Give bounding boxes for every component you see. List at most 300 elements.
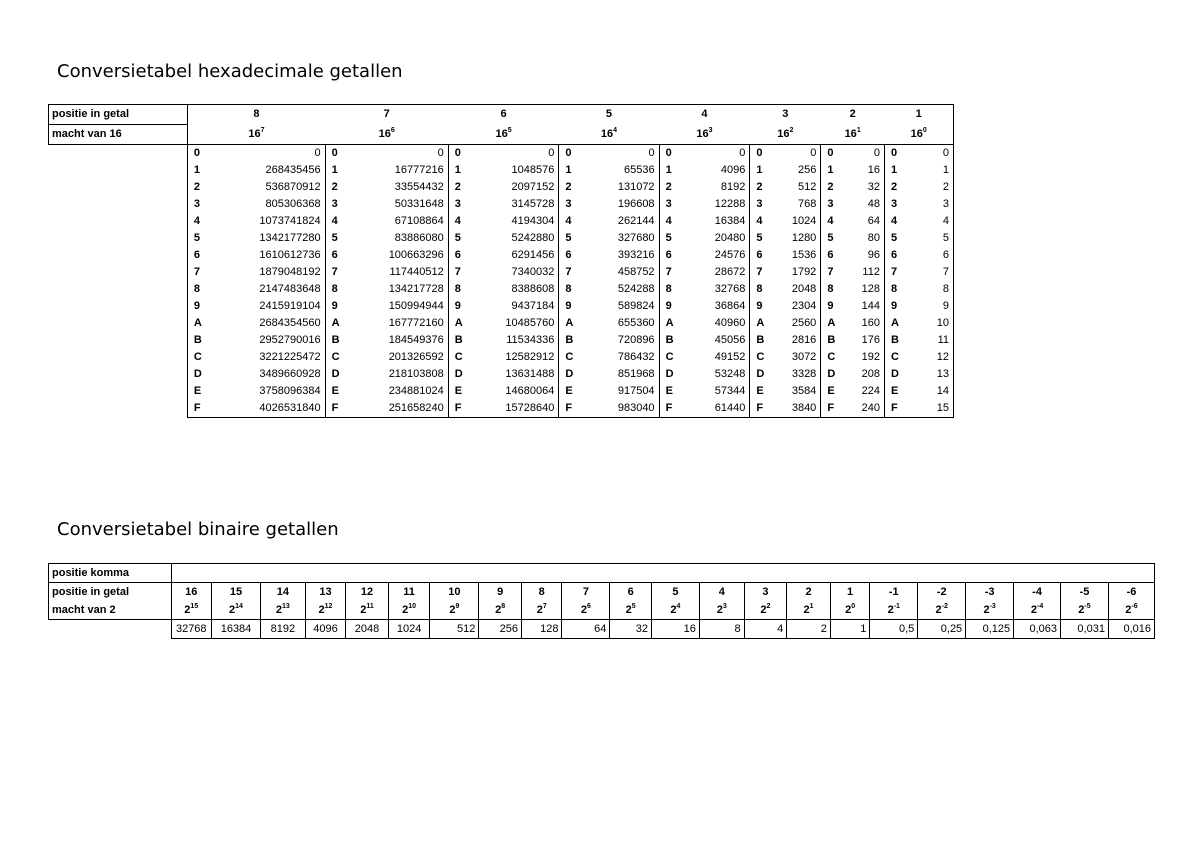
hex-digit-cell: 9: [187, 298, 204, 315]
hex-table-title: Conversietabel hexadecimale getallen: [57, 61, 403, 82]
hex-digit-cell: A: [750, 315, 767, 332]
power-base: 2: [495, 604, 502, 616]
hex-position-row: [49, 105, 954, 125]
binary-value-cell: 4: [744, 620, 787, 639]
hex-digit-cell: F: [559, 400, 576, 418]
hex-power-1: [821, 125, 885, 145]
hex-value-cell: 16: [838, 162, 885, 179]
hex-digit-cell: F: [448, 400, 465, 418]
hex-digit-cell: B: [821, 332, 838, 349]
hex-digit-cell: 4: [448, 213, 465, 230]
hex-value-cell: 184549376: [342, 332, 448, 349]
binary-position-11: 11: [388, 583, 430, 602]
binary-value-cell: 4096: [305, 620, 345, 639]
hex-value-cell: 2304: [767, 298, 821, 315]
hex-value-cell: 0: [676, 145, 750, 163]
hex-digit-cell: C: [821, 349, 838, 366]
hex-row-A: [49, 315, 954, 332]
binary-power-5: [610, 601, 652, 620]
hex-value-cell: 45056: [676, 332, 750, 349]
hex-value-cell: 128: [838, 281, 885, 298]
binary-conversion-table: [48, 563, 1155, 639]
hex-value-cell: 196608: [576, 196, 660, 213]
power-exponent: 8: [501, 603, 506, 610]
binary-power-14: [212, 601, 261, 620]
hex-digit-cell: 2: [448, 179, 465, 196]
hex-value-cell: 8192: [676, 179, 750, 196]
binary-value-cell: 16: [651, 620, 699, 639]
hex-digit-cell: 5: [325, 230, 342, 247]
hex-value-cell: 655360: [576, 315, 660, 332]
binary-table-title: Conversietabel binaire getallen: [57, 519, 339, 540]
power-base: 2: [184, 604, 191, 616]
hex-digit-cell: D: [325, 366, 342, 383]
hex-value-cell: 10485760: [465, 315, 559, 332]
hex-value-cell: 67108864: [342, 213, 448, 230]
hex-value-cell: 536870912: [204, 179, 325, 196]
hex-value-cell: 16777216: [342, 162, 448, 179]
hex-digit-cell: 7: [559, 264, 576, 281]
hex-value-cell: 15728640: [465, 400, 559, 418]
binary-power-15: [171, 601, 211, 620]
hex-digit-cell: D: [750, 366, 767, 383]
hex-value-cell: 2816: [767, 332, 821, 349]
hex-digit-cell: C: [559, 349, 576, 366]
binary-value-cell: 16384: [212, 620, 261, 639]
hex-value-cell: 218103808: [342, 366, 448, 383]
binary-power-3: [699, 601, 744, 620]
hex-digit-cell: E: [325, 383, 342, 400]
hex-digit-cell: B: [559, 332, 576, 349]
hex-blank-cell: [49, 162, 188, 179]
hex-digit-cell: 6: [448, 247, 465, 264]
hex-conversion-table: [48, 104, 954, 418]
hex-digit-cell: 5: [559, 230, 576, 247]
hex-row-B: [49, 332, 954, 349]
hex-digit-cell: 2: [750, 179, 767, 196]
binary-power--2: [918, 601, 966, 620]
binary-position-15: 15: [212, 583, 261, 602]
hex-digit-cell: C: [325, 349, 342, 366]
hex-power-label: macht van 16: [49, 125, 188, 145]
binary-position-5: 5: [651, 583, 699, 602]
binary-power-8: [479, 601, 522, 620]
hex-digit-cell: 9: [750, 298, 767, 315]
hex-power-3: [659, 125, 750, 145]
hex-digit-cell: 7: [659, 264, 676, 281]
hex-power-4: [559, 125, 659, 145]
power-exponent: 4: [676, 603, 681, 610]
hex-value-cell: 2: [901, 179, 953, 196]
binary-power-0: [830, 601, 869, 620]
hex-blank-cell: [49, 247, 188, 264]
hex-row-6: [49, 247, 954, 264]
hex-value-cell: 12: [901, 349, 953, 366]
hex-value-cell: 53248: [676, 366, 750, 383]
power-base: 2: [845, 604, 852, 616]
hex-value-cell: 2048: [767, 281, 821, 298]
hex-row-3: [49, 196, 954, 213]
power-exponent: 10: [408, 603, 417, 610]
hex-value-cell: 4026531840: [204, 400, 325, 418]
hex-value-cell: 240: [838, 400, 885, 418]
power-base: 2: [887, 604, 894, 616]
hex-value-cell: 0: [342, 145, 448, 163]
hex-digit-cell: 9: [821, 298, 838, 315]
hex-value-cell: 61440: [676, 400, 750, 418]
power-exponent: 6: [390, 126, 395, 134]
hex-value-cell: 1048576: [465, 162, 559, 179]
hex-value-cell: 28672: [676, 264, 750, 281]
hex-value-cell: 8388608: [465, 281, 559, 298]
binary-value-cell: 8: [699, 620, 744, 639]
binary-value-cell: 0,031: [1061, 620, 1109, 639]
power-base: 2: [536, 604, 543, 616]
hex-digit-cell: 1: [821, 162, 838, 179]
power-base: 2: [803, 604, 810, 616]
power-base: 2: [318, 604, 325, 616]
hex-digit-cell: 9: [559, 298, 576, 315]
power-base: 2: [1030, 604, 1037, 616]
power-exponent: 0: [851, 603, 856, 610]
hex-value-cell: 7: [901, 264, 953, 281]
hex-digit-cell: 7: [821, 264, 838, 281]
hex-value-cell: 2560: [767, 315, 821, 332]
hex-power-5: [448, 125, 559, 145]
hex-power-row: [49, 125, 954, 145]
hex-blank-cell: [49, 400, 188, 418]
power-base: 2: [625, 604, 632, 616]
hex-digit-cell: 2: [325, 179, 342, 196]
hex-digit-cell: 9: [884, 298, 901, 315]
hex-digit-cell: E: [659, 383, 676, 400]
binary-value-spacer: [49, 620, 172, 639]
binary-position--2: -2: [918, 583, 966, 602]
hex-value-cell: 2415919104: [204, 298, 325, 315]
binary-value-cell: 512: [430, 620, 479, 639]
binary-power--6: [1108, 601, 1154, 620]
hex-value-cell: 13: [901, 366, 953, 383]
power-exponent: 9: [455, 603, 460, 610]
binary-comma-cell: [171, 564, 1154, 583]
hex-digit-cell: E: [750, 383, 767, 400]
hex-row-E: [49, 383, 954, 400]
hex-digit-cell: 0: [448, 145, 465, 163]
hex-digit-cell: B: [750, 332, 767, 349]
hex-digit-cell: 1: [325, 162, 342, 179]
power-exponent: -3: [989, 603, 996, 610]
hex-power-2: [750, 125, 821, 145]
binary-power-4: [651, 601, 699, 620]
hex-value-cell: 983040: [576, 400, 660, 418]
binary-value-cell: 64: [562, 620, 610, 639]
hex-value-cell: 327680: [576, 230, 660, 247]
hex-value-cell: 268435456: [204, 162, 325, 179]
hex-value-cell: 10: [901, 315, 953, 332]
hex-value-cell: 167772160: [342, 315, 448, 332]
hex-value-cell: 7340032: [465, 264, 559, 281]
binary-comma-label: positie komma: [49, 564, 172, 583]
power-exponent: 7: [260, 126, 265, 134]
hex-digit-cell: 7: [325, 264, 342, 281]
binary-value-cell: 256: [479, 620, 522, 639]
hex-position-3: 3: [750, 105, 821, 125]
hex-digit-cell: B: [187, 332, 204, 349]
hex-value-cell: 5242880: [465, 230, 559, 247]
hex-digit-cell: 0: [821, 145, 838, 163]
hex-digit-cell: 8: [821, 281, 838, 298]
hex-digit-cell: B: [884, 332, 901, 349]
hex-value-cell: 65536: [576, 162, 660, 179]
hex-value-cell: 117440512: [342, 264, 448, 281]
hex-value-cell: 1792: [767, 264, 821, 281]
hex-digit-cell: 1: [659, 162, 676, 179]
hex-value-cell: 0: [767, 145, 821, 163]
hex-value-cell: 4096: [676, 162, 750, 179]
hex-digit-cell: E: [821, 383, 838, 400]
hex-value-cell: 201326592: [342, 349, 448, 366]
hex-digit-cell: C: [448, 349, 465, 366]
hex-value-cell: 0: [204, 145, 325, 163]
power-exponent: -5: [1084, 603, 1091, 610]
hex-value-cell: 5: [901, 230, 953, 247]
power-base: 2: [935, 604, 942, 616]
hex-digit-cell: F: [325, 400, 342, 418]
hex-value-cell: 57344: [676, 383, 750, 400]
power-base: 2: [716, 604, 723, 616]
binary-value-cell: 0,125: [966, 620, 1014, 639]
hex-digit-cell: B: [448, 332, 465, 349]
binary-position-7: 7: [562, 583, 610, 602]
hex-value-cell: 1: [901, 162, 953, 179]
hex-value-cell: 12582912: [465, 349, 559, 366]
binary-position-13: 13: [305, 583, 345, 602]
hex-position-4: 4: [659, 105, 750, 125]
binary-value-cell: 8192: [261, 620, 306, 639]
hex-digit-cell: 3: [187, 196, 204, 213]
binary-value-cell: 1: [830, 620, 869, 639]
power-exponent: 1: [809, 603, 814, 610]
binary-position-8: 8: [521, 583, 561, 602]
hex-digit-cell: 1: [884, 162, 901, 179]
hex-blank-cell: [49, 315, 188, 332]
hex-value-cell: 234881024: [342, 383, 448, 400]
hex-digit-cell: 6: [559, 247, 576, 264]
hex-value-cell: 3221225472: [204, 349, 325, 366]
hex-digit-cell: B: [659, 332, 676, 349]
power-exponent: 0: [922, 126, 927, 134]
hex-digit-cell: 7: [448, 264, 465, 281]
hex-value-cell: 49152: [676, 349, 750, 366]
hex-position-1: 1: [884, 105, 953, 125]
binary-value-cell: 0,016: [1108, 620, 1154, 639]
hex-digit-cell: 3: [448, 196, 465, 213]
hex-digit-cell: C: [750, 349, 767, 366]
binary-position-12: 12: [346, 583, 389, 602]
hex-position-label: positie in getal: [49, 105, 188, 125]
power-base: 2: [402, 604, 409, 616]
hex-value-cell: 851968: [576, 366, 660, 383]
hex-digit-cell: 8: [659, 281, 676, 298]
hex-digit-cell: 4: [187, 213, 204, 230]
hex-value-cell: 524288: [576, 281, 660, 298]
hex-value-cell: 144: [838, 298, 885, 315]
power-base: 16: [248, 127, 261, 140]
power-exponent: 13: [282, 603, 290, 610]
hex-value-cell: 1280: [767, 230, 821, 247]
hex-digit-cell: 2: [187, 179, 204, 196]
binary-power--5: [1061, 601, 1109, 620]
hex-digit-cell: 0: [884, 145, 901, 163]
hex-value-cell: 36864: [676, 298, 750, 315]
power-base: 16: [844, 127, 857, 140]
binary-power-row: [49, 601, 1155, 620]
hex-digit-cell: D: [187, 366, 204, 383]
hex-digit-cell: 2: [559, 179, 576, 196]
hex-digit-cell: 7: [884, 264, 901, 281]
power-base: 2: [670, 604, 677, 616]
hex-position-6: 6: [448, 105, 559, 125]
hex-value-cell: 2147483648: [204, 281, 325, 298]
hex-blank-cell: [49, 281, 188, 298]
hex-digit-cell: 8: [559, 281, 576, 298]
hex-value-cell: 1024: [767, 213, 821, 230]
hex-digit-cell: 3: [559, 196, 576, 213]
binary-value-cell: 2: [787, 620, 831, 639]
hex-position-7: 7: [325, 105, 448, 125]
hex-digit-cell: 9: [659, 298, 676, 315]
hex-value-cell: 1073741824: [204, 213, 325, 230]
hex-digit-cell: 4: [325, 213, 342, 230]
hex-digit-cell: D: [884, 366, 901, 383]
binary-power-7: [521, 601, 561, 620]
hex-digit-cell: 4: [750, 213, 767, 230]
hex-value-cell: 768: [767, 196, 821, 213]
hex-value-cell: 112: [838, 264, 885, 281]
hex-digit-cell: 7: [187, 264, 204, 281]
power-base: 2: [580, 604, 588, 616]
power-base: 2: [449, 604, 456, 616]
hex-digit-cell: 6: [187, 247, 204, 264]
hex-value-cell: 251658240: [342, 400, 448, 418]
hex-value-cell: 96: [838, 247, 885, 264]
power-exponent: 1: [856, 126, 861, 134]
power-base: 16: [777, 127, 790, 140]
hex-blank-cell: [49, 332, 188, 349]
hex-value-cell: 720896: [576, 332, 660, 349]
power-exponent: 2: [789, 126, 794, 134]
hex-digit-cell: 7: [750, 264, 767, 281]
binary-value-cell: 1024: [388, 620, 430, 639]
hex-digit-cell: 0: [750, 145, 767, 163]
power-base: 2: [760, 604, 767, 616]
binary-position-label: positie in getal: [49, 583, 172, 602]
hex-value-cell: 160: [838, 315, 885, 332]
hex-digit-cell: E: [884, 383, 901, 400]
binary-value-cell: 32: [610, 620, 652, 639]
hex-value-cell: 6: [901, 247, 953, 264]
hex-digit-cell: 6: [821, 247, 838, 264]
hex-digit-cell: 8: [325, 281, 342, 298]
hex-value-cell: 32768: [676, 281, 750, 298]
hex-value-cell: 9: [901, 298, 953, 315]
power-base: 16: [600, 127, 614, 140]
hex-value-cell: 3145728: [465, 196, 559, 213]
hex-value-cell: 786432: [576, 349, 660, 366]
hex-value-cell: 11: [901, 332, 953, 349]
hex-digit-cell: A: [821, 315, 838, 332]
binary-position-9: 9: [479, 583, 522, 602]
binary-power-1: [787, 601, 831, 620]
hex-digit-cell: 0: [659, 145, 676, 163]
hex-digit-cell: F: [884, 400, 901, 418]
binary-position--6: -6: [1108, 583, 1154, 602]
hex-digit-cell: A: [884, 315, 901, 332]
hex-digit-cell: E: [187, 383, 204, 400]
hex-position-5: 5: [559, 105, 659, 125]
hex-digit-cell: 9: [448, 298, 465, 315]
hex-value-cell: 4194304: [465, 213, 559, 230]
hex-blank-cell: [49, 366, 188, 383]
hex-digit-cell: 4: [884, 213, 901, 230]
hex-value-cell: 3072: [767, 349, 821, 366]
hex-value-cell: 100663296: [342, 247, 448, 264]
hex-digit-cell: A: [659, 315, 676, 332]
hex-digit-cell: E: [559, 383, 576, 400]
binary-power--4: [1014, 601, 1061, 620]
hex-value-cell: 13631488: [465, 366, 559, 383]
hex-value-cell: 1610612736: [204, 247, 325, 264]
hex-value-cell: 20480: [676, 230, 750, 247]
binary-position-14: 14: [261, 583, 306, 602]
binary-position--4: -4: [1014, 583, 1061, 602]
power-exponent: -2: [941, 603, 948, 610]
binary-value-cell: 0,063: [1014, 620, 1061, 639]
hex-row-4: [49, 213, 954, 230]
binary-position-16: 16: [171, 583, 211, 602]
hex-row-8: [49, 281, 954, 298]
hex-power-0: [884, 125, 953, 145]
hex-value-cell: 3584: [767, 383, 821, 400]
hex-value-cell: 393216: [576, 247, 660, 264]
hex-value-cell: 24576: [676, 247, 750, 264]
hex-digit-cell: D: [659, 366, 676, 383]
hex-value-cell: 0: [465, 145, 559, 163]
binary-power-6: [562, 601, 610, 620]
hex-value-cell: 131072: [576, 179, 660, 196]
hex-value-cell: 208: [838, 366, 885, 383]
hex-value-cell: 6291456: [465, 247, 559, 264]
hex-position-8: 8: [187, 105, 325, 125]
hex-value-cell: 458752: [576, 264, 660, 281]
hex-digit-cell: 9: [325, 298, 342, 315]
hex-blank-cell: [49, 349, 188, 366]
hex-value-cell: 14680064: [465, 383, 559, 400]
hex-digit-cell: 6: [325, 247, 342, 264]
hex-digit-cell: D: [821, 366, 838, 383]
hex-digit-cell: 5: [750, 230, 767, 247]
power-exponent: 3: [708, 126, 713, 134]
hex-value-cell: 134217728: [342, 281, 448, 298]
power-base: 2: [229, 604, 236, 616]
hex-blank-cell: [49, 230, 188, 247]
power-exponent: 14: [235, 603, 243, 610]
hex-row-9: [49, 298, 954, 315]
hex-digit-cell: A: [325, 315, 342, 332]
power-exponent: 7: [542, 603, 547, 610]
binary-position-1: 1: [830, 583, 869, 602]
hex-value-cell: 4: [901, 213, 953, 230]
